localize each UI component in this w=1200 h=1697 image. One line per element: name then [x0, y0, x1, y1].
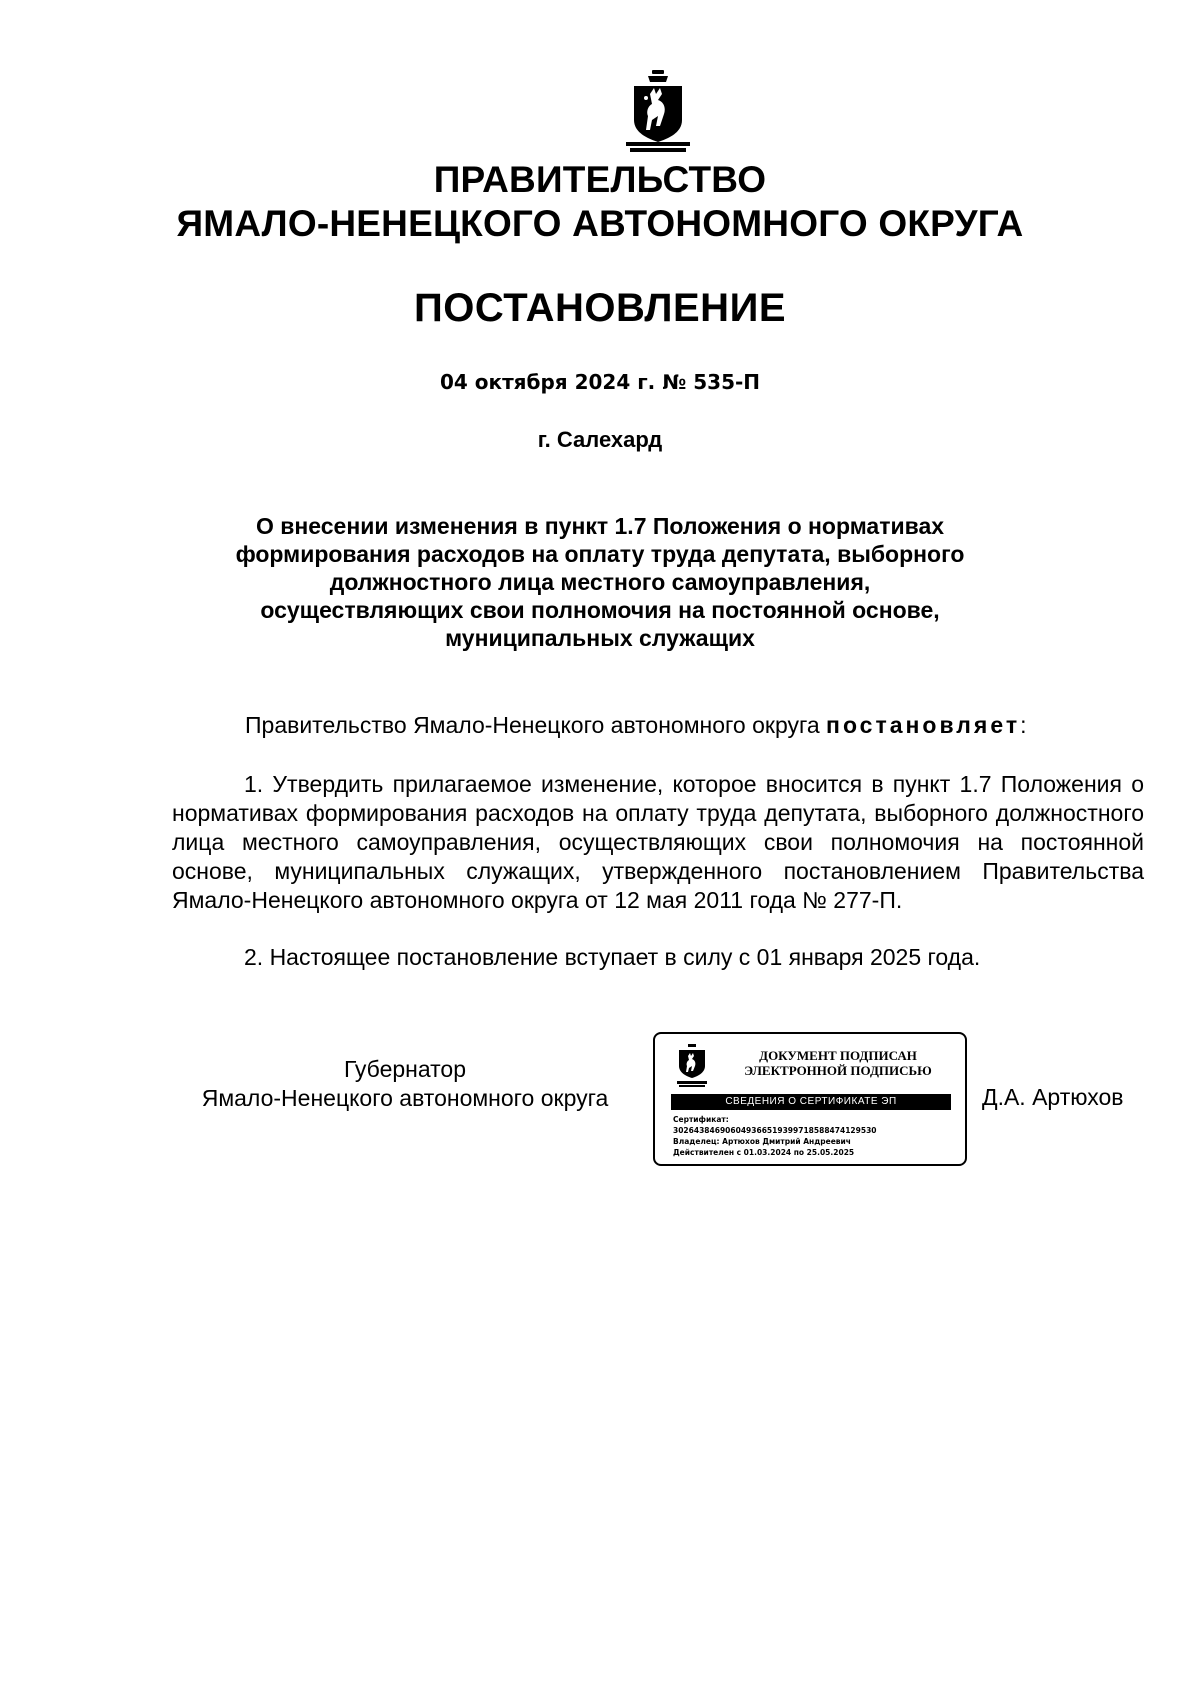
- preamble-keyword: постановляет: [826, 712, 1021, 738]
- government-name-line2: ЯМАЛО-НЕНЕЦКОГО АВТОНОМНОГО ОКРУГА: [176, 203, 1024, 244]
- subject-line: О внесении изменения в пункт 1.7 Положения о нормативах: [255, 513, 945, 539]
- subject-line: муниципальных служащих: [445, 625, 755, 651]
- preamble-text: Правительство Ямало-Ненецкого автономного округа: [245, 712, 827, 738]
- stamp-title: [721, 1048, 955, 1078]
- stamp-title-line1: ДОКУМЕНТ ПОДПИСАН: [759, 1048, 917, 1063]
- government-name-line1: ПРАВИТЕЛЬСТВО: [433, 159, 767, 200]
- electronic-signature-stamp: [653, 1032, 967, 1166]
- subject-line: должностного лица местного самоуправления,: [329, 569, 871, 595]
- signatory-name: Д.А. Артюхов: [982, 1084, 1124, 1110]
- position-line1: Губернатор: [343, 1056, 467, 1082]
- preamble-colon: :: [1020, 712, 1027, 738]
- certificate-info-bar: СВЕДЕНИЯ О СЕРТИФИКАТЕ ЭП: [671, 1094, 951, 1110]
- certificate-owner: Владелец: Артюхов Дмитрий Андреевич: [673, 1137, 851, 1146]
- item-1: 1. Утвердить прилагаемое изменение, которое вносится в пункт 1.7 Положения о нормативах формирования расходов на оплату труда депутата, выборного должностного лица местного самоуправления, осуществляющих свои полномочия на постоянной основе, муниципальных служащих, утвержденного постановлением Правительства Ямало-Ненецкого автономного округа от 12 мая 2011 года № 277-П.: [172, 771, 1144, 913]
- certificate-label: Сертификат:: [673, 1115, 729, 1124]
- coat-of-arms-icon: [675, 1044, 709, 1088]
- preamble: [245, 712, 1026, 739]
- certificate-validity: Действителен с 01.03.2024 по 25.05.2025: [673, 1148, 855, 1157]
- subject-line: осуществляющих свои полномочия на постоянной основе,: [260, 597, 940, 623]
- document-subject: [200, 512, 1000, 652]
- city: г. Салехард: [537, 427, 663, 452]
- stamp-title-line2: ЭЛЕКТРОННОЙ ПОДПИСЬЮ: [744, 1063, 932, 1078]
- subject-line: формирования расходов на оплату труда депутата, выборного: [235, 541, 965, 567]
- position-line2: Ямало-Ненецкого автономного округа: [201, 1085, 609, 1111]
- certificate-value: 302643846906049366519399718588474129530: [673, 1126, 877, 1135]
- signatory-position: [172, 1055, 638, 1113]
- item-2: 2. Настоящее постановление вступает в силу с 01 января 2025 года.: [244, 944, 981, 970]
- date-and-number: 04 октября 2024 г. № 535-П: [439, 370, 761, 394]
- document-type: ПОСТАНОВЛЕНИЕ: [413, 286, 786, 330]
- coat-of-arms-icon: [620, 68, 696, 154]
- certificate-details: [673, 1114, 877, 1158]
